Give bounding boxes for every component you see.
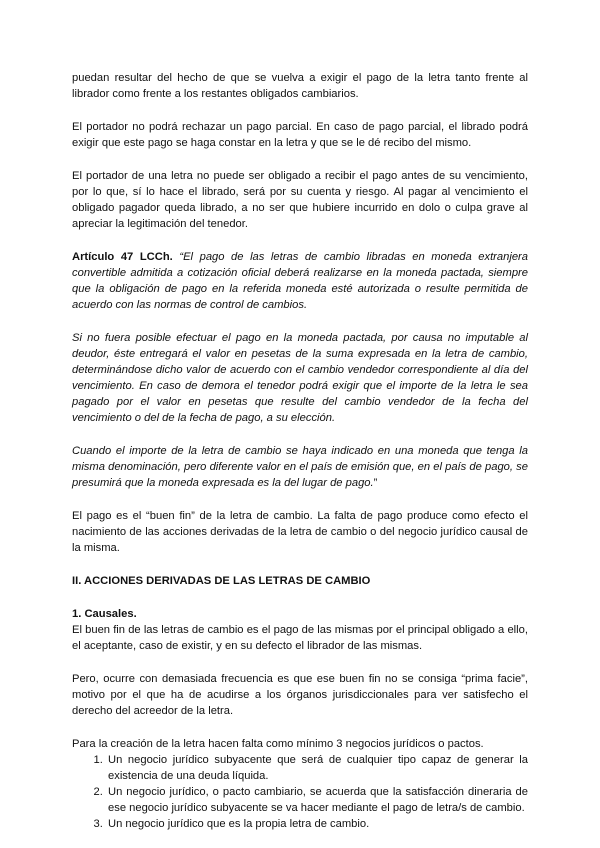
- subheading-causales: 1. Causales.: [72, 608, 137, 620]
- denomination-text: Cuando el importe de la letra de cambio se haya indicado en una moneda que tenga la misma denominación, pero diferente valor en el país de emisión que, en el país de pago, se presumirá que la moneda expresada es la del lugar de pago.: [72, 445, 528, 489]
- article-label: Artículo 47 LCCh.: [72, 251, 173, 263]
- closing-quote: ”: [373, 477, 378, 489]
- paragraph-continuation: puedan resultar del hecho de que se vuelva a exigir el pago de la letra tanto frente al librador como frente a los restantes obligados cambiarios.: [72, 72, 528, 100]
- document-page: [72, 70, 528, 832]
- paragraph-denomination: [72, 443, 528, 491]
- list-item: 2. Un negocio jurídico, o pacto cambiario, se acuerda que la satisfacción dineraria de ese negocio jurídico subyacente se va hacer mediante el pago de letra/s de cambio.: [106, 784, 528, 816]
- paragraph-buen-fin: El pago es el “buen fin” de la letra de cambio. La falta de pago produce como efecto el nacimiento de las acciones derivadas de la letra de cambio o del negocio jurídico causal de la misma.: [72, 510, 528, 554]
- paragraph-prima-facie: Pero, ocurre con demasiada frecuencia es que ese buen fin no se consiga “prima facie”, motivo por el que ha de acudirse a los órganos jurisdiccionales para ver satisfecho el derecho del acreedor de la letra.: [72, 673, 528, 717]
- article-quote-text: “El pago de las letras de cambio libradas en moneda extranjera convertible admitida a cotización oficial deberá realizarse en la moneda pactada, siempre que la obligación de pago en la referida moneda esté autorizada o resulte permitida de acuerdo con las normas de control de cambios.: [72, 251, 529, 311]
- negocios-list: [72, 752, 528, 832]
- paragraph-early-payment: El portador de una letra no puede ser obligado a recibir el pago antes de su vencimiento, por lo que, sí lo hace el librado, será por su cuenta y riesgo. Al pagar al vencimiento el obligado pagador queda librado, a no ser que hubiere incurrido en dolo o culpa grave al apreciar la legitimación del tenedor.: [72, 170, 528, 230]
- paragraph-creation: Para la creación de la letra hacen falta como mínimo 3 negocios jurídicos o pactos.: [72, 738, 484, 750]
- paragraph-article-47: [72, 249, 528, 313]
- list-item: 3. Un negocio jurídico que es la propia letra de cambio.: [106, 816, 528, 832]
- section-heading: II. ACCIONES DERIVADAS DE LAS LETRAS DE CAMBIO: [72, 575, 371, 587]
- list-item: 1. Un negocio jurídico subyacente que será de cualquier tipo capaz de generar la existencia de una deuda líquida.: [106, 752, 528, 784]
- paragraph-foreign-currency: Si no fuera posible efectuar el pago en la moneda pactada, por causa no imputable al deudor, éste entregará el valor en pesetas de la suma expresada en la letra de cambio, determinándose dicho valor de acuerdo con el cambio vendedor correspondiente al día del vencimiento. En caso de demora el tenedor podrá exigir que el importe de la letra le sea pagado por el valor en pesetas que resulte del cambio vendedor de la fecha del vencimiento o del de la fecha de pago, a su elección.: [72, 332, 528, 424]
- paragraph-partial-payment: El portador no podrá rechazar un pago parcial. En caso de pago parcial, el librado podrá exigir que este pago se haga constar en la letra y que se le dé recibo del mismo.: [72, 121, 528, 149]
- paragraph-buen-fin-pago: El buen fin de las letras de cambio es el pago de las mismas por el principal obligado a ello, el aceptante, caso de existir, y en su defecto el librador de las mismas.: [72, 624, 528, 652]
